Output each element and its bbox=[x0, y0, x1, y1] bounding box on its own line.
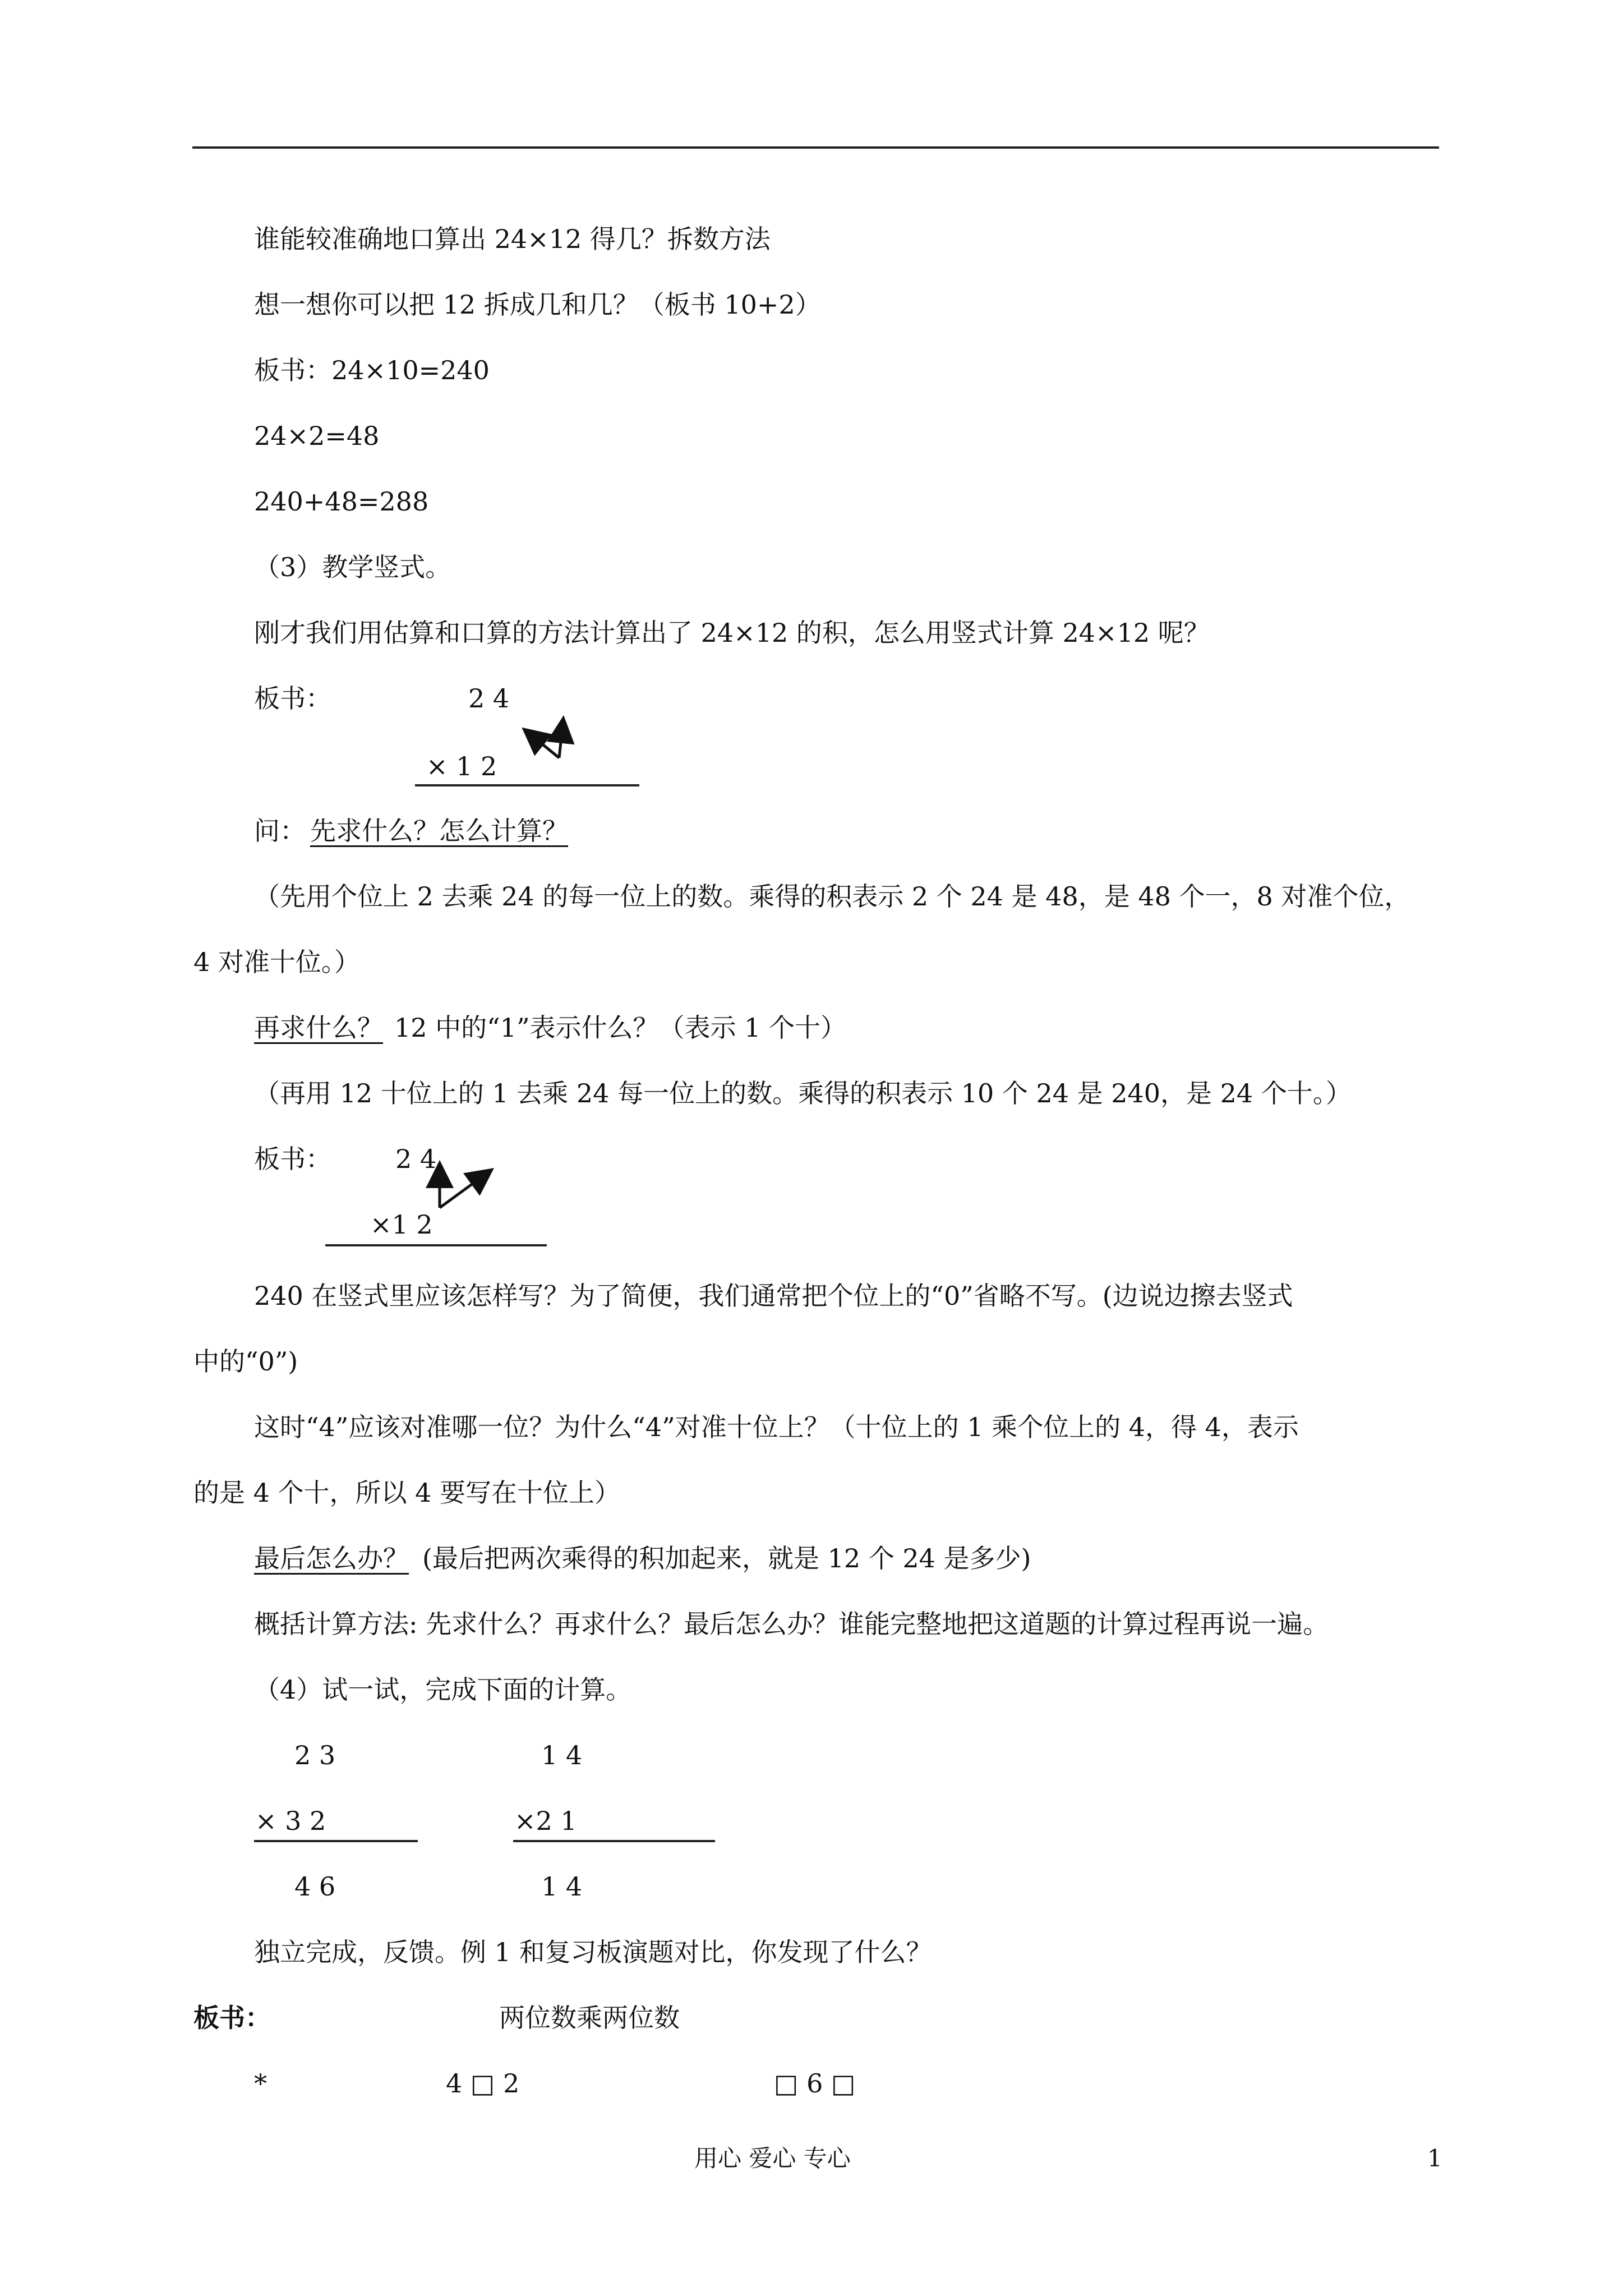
board-title: 两位数乘两位数 bbox=[499, 2003, 680, 2033]
question-underlined: 再求什么？ bbox=[254, 1013, 383, 1043]
text-line: 240+48=288 bbox=[254, 486, 429, 517]
page-number: 1 bbox=[1427, 2145, 1442, 2172]
text-line: （先用个位上 2 去乘 24 的每一位上的数。乘得的积表示 2 个 24 是 48，是 48 个一，8 对准个位， bbox=[254, 881, 1410, 912]
text-line: 24×2=48 bbox=[254, 421, 380, 451]
text-line: 4 对准十位。） bbox=[193, 947, 360, 977]
board-label-bold: 板书： bbox=[193, 2003, 271, 2033]
box-problem: 4 □ 2 bbox=[446, 2068, 520, 2099]
text-line: 刚才我们用估算和口算的方法计算出了 24×12 的积，怎么用竖式计算 24×12 呢？ bbox=[254, 618, 1210, 648]
vertical-top-number: 2 4 bbox=[468, 683, 510, 714]
text-line: 240 在竖式里应该怎样写？为了简便，我们通常把个位上的“0”省略不写。(边说边擦去竖式 bbox=[254, 1281, 1293, 1311]
box-problem: □ 6 □ bbox=[774, 2068, 856, 2099]
question-underlined: 先求什么？怎么计算？ bbox=[310, 816, 568, 846]
text-line: 板书：24×10=240 bbox=[254, 355, 490, 385]
calc-b-underline bbox=[513, 1840, 715, 1842]
text-line: (最后把两次乘得的积加起来，就是 12 个 24 是多少) bbox=[422, 1543, 1031, 1573]
question-underlined: 最后怎么办？ bbox=[254, 1543, 409, 1573]
calc-b-top: 1 4 bbox=[541, 1740, 583, 1770]
text-line: 这时“4”应该对准哪一位？为什么“4”对准十位上？（十位上的 1 乘个位上的 4，得 4，表示 bbox=[254, 1412, 1299, 1442]
board-label: 板书： bbox=[254, 683, 331, 714]
section-heading: （4）试一试，完成下面的计算。 bbox=[254, 1674, 632, 1705]
calc-a-multiplier: × 3 2 bbox=[255, 1806, 326, 1836]
calc-a-result: 4 6 bbox=[294, 1871, 336, 1902]
vertical-top-number: 2 4 bbox=[395, 1144, 437, 1174]
section-heading: （3）教学竖式。 bbox=[254, 552, 451, 582]
footer-center: 用心 爱心 专心 bbox=[694, 2145, 851, 2172]
text-line: （再用 12 十位上的 1 去乘 24 每一位上的数。乘得的积表示 10 个 24 是 240，是 24 个十。） bbox=[254, 1078, 1352, 1108]
text-line: 12 中的“1”表示什么？（表示 1 个十） bbox=[394, 1013, 846, 1043]
text-line: 概括计算方法: 先求什么？再求什么？最后怎么办？谁能完整地把这道题的计算过程再说一遍。 bbox=[254, 1609, 1329, 1639]
calc-b-result: 1 4 bbox=[541, 1871, 583, 1902]
arrow-line bbox=[440, 1171, 490, 1208]
star-marker: * bbox=[254, 2068, 267, 2099]
text-line: 的是 4 个十，所以 4 要写在十位上） bbox=[193, 1478, 621, 1508]
question-prefix: 问： bbox=[254, 816, 306, 846]
vertical-multiplier: ×1 2 bbox=[370, 1209, 433, 1240]
vertical-multiplier: × 1 2 bbox=[426, 751, 497, 781]
calc-a-underline bbox=[254, 1840, 418, 1842]
text-line: 想一想你可以把 12 拆成几和几？（板书 10+2） bbox=[254, 289, 821, 320]
calc-a-top: 2 3 bbox=[294, 1740, 336, 1770]
calc-b-multiplier: ×2 1 bbox=[514, 1806, 577, 1836]
text-line: 谁能较准确地口算出 24×12 得几？拆数方法 bbox=[254, 224, 771, 254]
text-line: 独立完成，反馈。例 1 和复习板演题对比，你发现了什么？ bbox=[254, 1937, 932, 1967]
text-line: 中的“0”) bbox=[193, 1346, 298, 1377]
board-label: 板书： bbox=[254, 1144, 331, 1174]
